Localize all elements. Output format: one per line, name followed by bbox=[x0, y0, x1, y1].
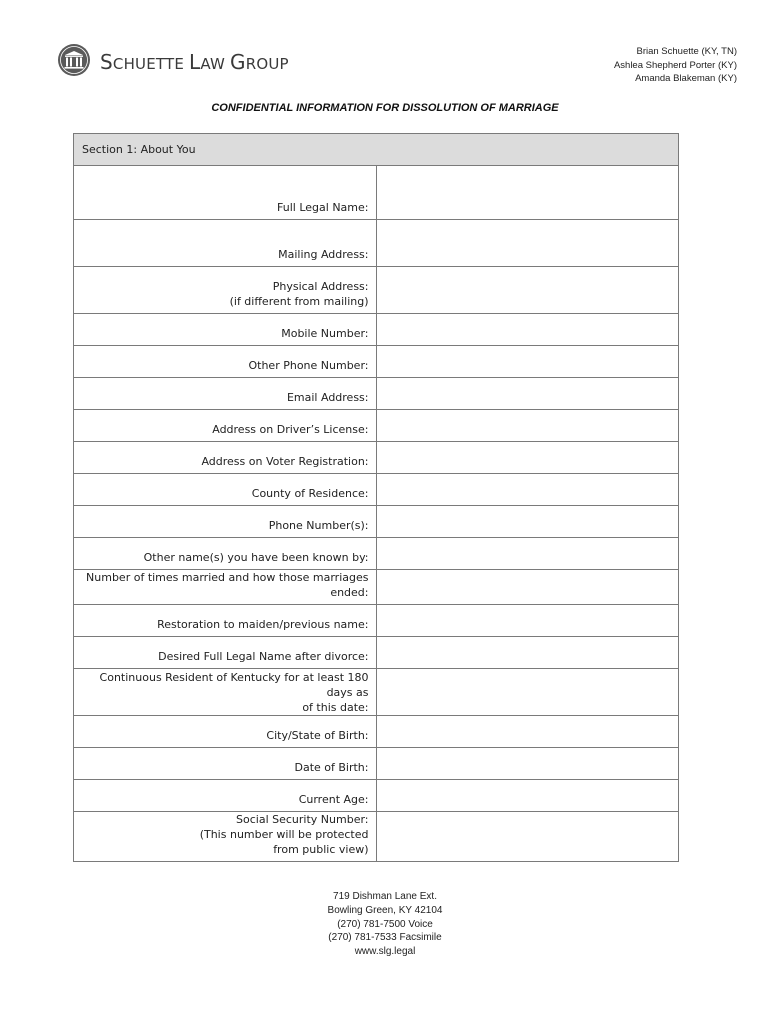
field-value-cell[interactable] bbox=[376, 410, 679, 442]
field-label-line: County of Residence: bbox=[251, 487, 369, 500]
section-title: Section 1: About You bbox=[82, 143, 196, 156]
form-row bbox=[74, 780, 679, 812]
field-label bbox=[74, 314, 377, 346]
field-label-line: Continuous Resident of Kentucky for at least 180 days as bbox=[99, 670, 369, 699]
field-value-cell[interactable] bbox=[376, 812, 679, 862]
field-value-cell[interactable] bbox=[376, 570, 679, 605]
field-label bbox=[74, 220, 377, 267]
form-row bbox=[74, 378, 679, 410]
section-header bbox=[74, 134, 679, 166]
letterhead bbox=[0, 0, 770, 95]
field-label bbox=[74, 538, 377, 570]
field-value-cell[interactable] bbox=[376, 346, 679, 378]
field-value-cell[interactable] bbox=[376, 605, 679, 637]
field-label-line: Restoration to maiden/previous name: bbox=[157, 618, 369, 631]
field-label-line: Other Phone Number: bbox=[248, 359, 369, 372]
field-label bbox=[74, 605, 377, 637]
field-label bbox=[74, 812, 377, 862]
attorney-name: Ashlea Shepherd Porter (KY) bbox=[613, 59, 737, 71]
field-label-line: City/State of Birth: bbox=[266, 729, 369, 742]
form-row bbox=[74, 669, 679, 716]
field-label bbox=[74, 716, 377, 748]
about-you-form-table bbox=[73, 133, 679, 862]
field-label-line: Desired Full Legal Name after divorce: bbox=[158, 650, 369, 663]
field-label bbox=[74, 267, 377, 314]
field-label-line: Address on Driver’s License: bbox=[212, 423, 369, 436]
form-row bbox=[74, 267, 679, 314]
form-row bbox=[74, 812, 679, 862]
field-label-line: Full Legal Name: bbox=[277, 201, 369, 214]
footer-phone: (270) 781-7500 Voice bbox=[337, 918, 433, 930]
footer-website: www.slg.legal bbox=[354, 946, 416, 958]
field-label bbox=[74, 410, 377, 442]
field-label-line: Email Address: bbox=[286, 391, 369, 404]
form-row bbox=[74, 474, 679, 506]
form-row bbox=[74, 748, 679, 780]
field-label-line: (if different from mailing) bbox=[229, 295, 369, 308]
form-row bbox=[74, 716, 679, 748]
form-row bbox=[74, 166, 679, 220]
field-label-line: Number of times married and how those marriages ended: bbox=[86, 571, 369, 599]
document-title: CONFIDENTIAL INFORMATION FOR DISSOLUTION OF MARRIAGE bbox=[211, 102, 559, 114]
field-label bbox=[74, 570, 377, 605]
field-value-cell[interactable] bbox=[376, 378, 679, 410]
form-row bbox=[74, 637, 679, 669]
field-label-line: Address on Voter Registration: bbox=[201, 455, 369, 468]
field-label bbox=[74, 346, 377, 378]
field-value-cell[interactable] bbox=[376, 474, 679, 506]
form-row bbox=[74, 570, 679, 605]
field-label bbox=[74, 780, 377, 812]
field-label-line: from public view) bbox=[273, 843, 369, 856]
field-label-line: Mailing Address: bbox=[278, 248, 369, 261]
attorney-list bbox=[614, 45, 737, 86]
field-label bbox=[74, 166, 377, 220]
footer-fax: (270) 781-7533 Facsimile bbox=[328, 932, 442, 944]
attorney-name: Amanda Blakeman (KY) bbox=[635, 73, 737, 84]
field-value-cell[interactable] bbox=[376, 220, 679, 267]
field-label-line: Mobile Number: bbox=[281, 327, 369, 340]
field-label-line: Physical Address: bbox=[272, 280, 369, 293]
field-label bbox=[74, 637, 377, 669]
form-row bbox=[74, 442, 679, 474]
field-value-cell[interactable] bbox=[376, 748, 679, 780]
field-label-line: Current Age: bbox=[298, 793, 369, 806]
field-label bbox=[74, 474, 377, 506]
field-value-cell[interactable] bbox=[376, 166, 679, 220]
form-row bbox=[74, 506, 679, 538]
firm-name: SCHUETTE LAW GROUP bbox=[100, 50, 289, 74]
field-label bbox=[74, 442, 377, 474]
field-value-cell[interactable] bbox=[376, 538, 679, 570]
field-label-line: (This number will be protected bbox=[199, 828, 369, 841]
field-label-line: Other name(s) you have been known by: bbox=[143, 551, 369, 564]
field-label-line: Social Security Number: bbox=[236, 813, 369, 826]
form-row bbox=[74, 314, 679, 346]
field-value-cell[interactable] bbox=[376, 780, 679, 812]
field-label-line: Date of Birth: bbox=[294, 761, 369, 774]
footer-city: Bowling Green, KY 42104 bbox=[327, 904, 443, 916]
form-row bbox=[74, 346, 679, 378]
field-value-cell[interactable] bbox=[376, 314, 679, 346]
column-building-logo-icon bbox=[57, 43, 91, 77]
field-value-cell[interactable] bbox=[376, 669, 679, 716]
form-row bbox=[74, 538, 679, 570]
form-row bbox=[74, 220, 679, 267]
footer-street: 719 Dishman Lane Ext. bbox=[333, 891, 437, 902]
field-value-cell[interactable] bbox=[376, 506, 679, 538]
form-row bbox=[74, 605, 679, 637]
footer-address-block bbox=[0, 890, 770, 959]
field-label-line: Phone Number(s): bbox=[268, 519, 369, 532]
field-label bbox=[74, 506, 377, 538]
form-row bbox=[74, 410, 679, 442]
field-label bbox=[74, 669, 377, 716]
field-label-line: of this date: bbox=[302, 700, 369, 714]
attorney-name: Brian Schuette (KY, TN) bbox=[636, 46, 737, 57]
field-value-cell[interactable] bbox=[376, 267, 679, 314]
field-label bbox=[74, 748, 377, 780]
field-label bbox=[74, 378, 377, 410]
field-value-cell[interactable] bbox=[376, 637, 679, 669]
field-value-cell[interactable] bbox=[376, 716, 679, 748]
field-value-cell[interactable] bbox=[376, 442, 679, 474]
